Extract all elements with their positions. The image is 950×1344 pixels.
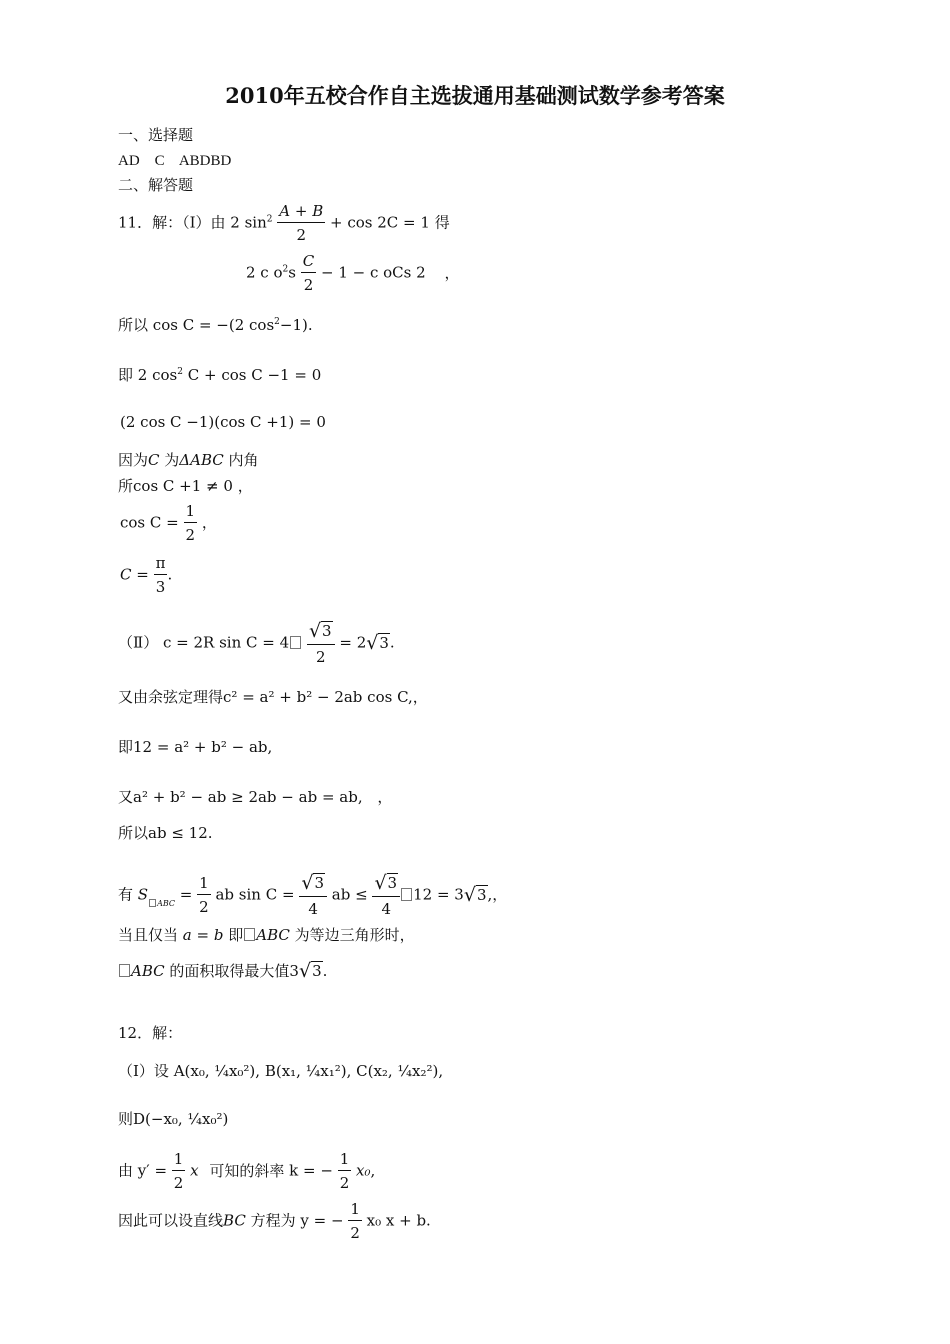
p12-p1-label: （Ⅰ）设 xyxy=(118,1062,169,1080)
p11-ab xyxy=(118,824,213,842)
p11-part2-den: 2 xyxy=(315,648,326,666)
p12-p2-eq: D(−x₀, ¼x₀²) xyxy=(133,1110,229,1128)
p11-line3-eq-end: −1). xyxy=(279,316,313,334)
p11-line9-c: . xyxy=(167,565,173,584)
p12-p4-den: 2 xyxy=(350,1224,360,1242)
p11-eq1-sin: 2 sin xyxy=(230,213,267,232)
p11-line2-frac xyxy=(301,254,316,293)
p11-line9-a: C = xyxy=(120,565,149,584)
p12-p3-num2: 1 xyxy=(338,1152,352,1171)
p11-line3-eq: cos C = −(2 cos xyxy=(152,316,275,334)
p11-part2 xyxy=(118,622,395,665)
p11-ineq-text: 又 xyxy=(118,788,134,806)
sqrt-icon: √3 xyxy=(298,960,322,982)
p11-line6-d: ΔABC xyxy=(179,451,224,469)
p11-ineq-comma: ， xyxy=(377,788,393,806)
p12-line-3 xyxy=(118,1152,375,1191)
p12-p2-text: 则 xyxy=(118,1110,134,1128)
p11-area-s3-2: 3 xyxy=(387,874,398,892)
p11-line2-frac-den: 2 xyxy=(303,276,314,294)
sqrt-icon: √3 xyxy=(308,620,332,642)
p11-eq1-frac-num: A + B xyxy=(279,202,324,220)
p11-line9-num: π xyxy=(154,556,168,575)
p12-p3-b: 可知的斜率 xyxy=(209,1161,285,1180)
page-title: 2010年五校合作自主选拔通用基础测试数学参考答案 xyxy=(225,83,725,108)
p11-area-half xyxy=(197,876,211,915)
p11-area-end: ,， xyxy=(487,885,508,904)
sqrt-icon: √3 xyxy=(463,883,487,906)
p11-eqcond-d: ABC xyxy=(256,926,290,944)
p12-p4-tail: x₀ x + b. xyxy=(366,1211,431,1230)
p11-line-3: 所以 cos C = −(2 $\cos^2-1$). xyxy=(118,316,313,334)
p11-l12-text: 即 xyxy=(118,738,134,756)
p11-area-eq1: = xyxy=(179,885,193,904)
p11-max-s3: 3 xyxy=(312,962,322,980)
p12-p4-b: BC xyxy=(223,1211,246,1230)
p11-line2-right: − 1 − c oCs 2 xyxy=(321,263,426,282)
p12-line-1 xyxy=(118,1062,443,1080)
p11-line4-eq-b: C + cos C −1 = 0 xyxy=(187,366,322,384)
p11-part2-sqrt: 3 xyxy=(322,622,332,640)
p11-area-den4-2: 4 xyxy=(381,900,392,918)
p11-area-eq4: 12 = 3 xyxy=(413,885,464,904)
p11-part2-b: = 2 xyxy=(339,633,367,652)
sqrt-icon: √3 xyxy=(301,872,324,894)
p11-line7-a: 所 xyxy=(118,477,134,495)
p11-eqcond-e: 为等边三角形时， xyxy=(294,926,415,944)
triangle-placeholder-icon xyxy=(244,928,255,941)
p12-p4-frac xyxy=(348,1202,362,1241)
choice-answers xyxy=(118,152,231,170)
p11-eqcond-b: a = b xyxy=(182,926,224,944)
p12-p3-eq1: y′ = xyxy=(137,1161,168,1180)
p11-line-12 xyxy=(118,738,272,756)
p11-part2-end: . xyxy=(389,633,395,652)
p11-area-half-num: 1 xyxy=(197,876,211,895)
p11-area-s3: 3 xyxy=(314,874,324,892)
p11-eq1-frac-den: 2 xyxy=(296,226,307,244)
p11-area-den4: 4 xyxy=(308,900,318,918)
p12-p3-x0: x₀ xyxy=(356,1161,371,1180)
p11-line7-b: cos C +1 ≠ 0 xyxy=(133,477,233,495)
p11-area xyxy=(118,874,507,917)
p11-line-6 xyxy=(118,451,259,469)
p11-part2-frac xyxy=(307,622,335,665)
section-choice-heading: 一、选择题 xyxy=(118,126,194,144)
p11-line4-text: 即 xyxy=(118,366,134,384)
p11-part2-label: （Ⅱ） xyxy=(118,633,159,652)
p11-line-4: 即 2 $\cos^2 C + \cos C -1 = 0$ xyxy=(118,366,322,384)
p11-label: 11．解：（Ⅰ）由 xyxy=(118,213,226,232)
p12-p3-frac xyxy=(172,1152,186,1191)
p11-area-s: S xyxy=(137,885,149,904)
dot-placeholder-icon xyxy=(401,888,412,901)
p12-p4-a: 因此可以设直线 xyxy=(118,1211,224,1230)
p11-part2-sqrt-2: 3 xyxy=(379,633,389,652)
p11-line9-frac xyxy=(154,556,168,595)
p11-area-sub-text: ABC xyxy=(157,898,176,908)
p11-ab-eq: ab ≤ 12. xyxy=(148,824,213,842)
p11-eq1-tail: + cos 2C = 1 xyxy=(330,213,430,232)
p11-max-c: 的面积取得最大值 xyxy=(169,962,290,980)
p11-line8-a: cos C = xyxy=(120,513,179,532)
p12-p3-eq2: k = − xyxy=(289,1161,333,1180)
p12-line-4 xyxy=(118,1202,431,1241)
p12-p4-num: 1 xyxy=(348,1202,362,1221)
p11-line2-left: 2 c o xyxy=(246,263,283,282)
p12-p3-num: 1 xyxy=(172,1152,186,1171)
choice-answer-text: AD C ABDBD xyxy=(118,153,232,169)
p11-line-1: 11．解：（Ⅰ）由 2 $\sin^2$ $\frac{A + B}{2}$ + cos 2C = 1 得 xyxy=(118,202,450,244)
p11-equal-condition xyxy=(118,926,415,944)
p11-line-2: 2 c $o^2s$ $\frac{C}{2}$ − 1 − c oCs 2 ， xyxy=(246,252,460,294)
p11-line-8 xyxy=(120,504,217,543)
triangle-placeholder-icon xyxy=(149,899,156,907)
p11-ab-text: 所以 xyxy=(118,824,149,842)
p11-area-text: 有 xyxy=(118,885,134,904)
p11-cos-law-eq: c² = a² + b² − 2ab cos C, xyxy=(223,688,413,706)
p11-area-sub xyxy=(148,899,175,908)
p11-cos-law-text: 又由余弦定理得 xyxy=(118,688,224,706)
p11-eqcond-a: 当且仅当 xyxy=(118,926,179,944)
p11-part2-a: c = 2R sin C = 4 xyxy=(162,633,290,652)
p11-line3-text: 所以 xyxy=(118,316,149,334)
p12-p3-end: , xyxy=(370,1161,376,1180)
p12-p3-a: 由 xyxy=(118,1161,134,1180)
p11-line-9 xyxy=(120,556,172,595)
p12-label: 12．解： xyxy=(118,1024,183,1042)
p12-p3-den: 2 xyxy=(173,1174,184,1192)
p11-eq1-de: 得 xyxy=(434,213,450,232)
p12-p4-eq: y = − xyxy=(300,1211,344,1230)
p11-line2-comma: ， xyxy=(444,263,460,282)
p11-line6-c: 为 xyxy=(164,451,180,469)
p11-eq1-frac xyxy=(277,204,325,243)
p12-line-2 xyxy=(118,1110,228,1128)
p11-area-eq2: ab sin C = xyxy=(215,885,295,904)
p11-line9-den: 3 xyxy=(155,578,166,596)
p11-line6-a: 因为 xyxy=(118,451,149,469)
p11-cos-law xyxy=(118,688,428,706)
p11-line-5: (2 cos C −1)(cos C +1) = 0 xyxy=(120,413,326,431)
p11-area-frac1 xyxy=(299,874,327,917)
p11-ineq xyxy=(118,788,392,806)
p12-p3-x: x xyxy=(190,1161,199,1180)
p11-area-s3-3: 3 xyxy=(476,885,487,904)
p12-p3-frac2 xyxy=(338,1152,352,1191)
section-solution-heading: 二、解答题 xyxy=(118,176,194,194)
p11-cos-law-comma: ， xyxy=(412,688,428,706)
p11-l12-eq: 12 = a² + b² − ab, xyxy=(133,738,273,756)
p11-line2-s: s xyxy=(288,263,296,282)
sqrt-icon: √3 xyxy=(374,872,398,894)
p11-line4-eq-a: 2 cos xyxy=(137,366,178,384)
p12-p4-c: 方程为 xyxy=(250,1211,296,1230)
triangle-placeholder-icon xyxy=(119,964,130,977)
p11-line6-e: 内角 xyxy=(228,451,259,469)
p11-line8-den: 2 xyxy=(185,526,196,544)
p11-max-e: . xyxy=(322,962,328,980)
p11-max-d: 3 xyxy=(289,962,299,980)
p11-line8-frac xyxy=(184,504,198,543)
p11-eqcond-c: 即 xyxy=(228,926,244,944)
p11-area-eq3: ab ≤ xyxy=(331,885,368,904)
p11-line6-b: C xyxy=(148,451,160,469)
dot-placeholder-icon xyxy=(290,636,301,649)
p12-p3-den2: 2 xyxy=(339,1174,350,1192)
p11-line8-num: 1 xyxy=(184,504,198,523)
p11-ineq-eq: a² + b² − ab ≥ 2ab − ab = ab, xyxy=(133,788,363,806)
sqrt-icon: √3 xyxy=(366,631,389,654)
p11-max-area xyxy=(118,962,327,980)
p11-area-half-den: 2 xyxy=(199,898,209,916)
p11-line2-frac-num: C xyxy=(302,252,315,270)
p11-area-frac2 xyxy=(372,874,400,917)
p11-line8-c: ， xyxy=(201,513,217,532)
p11-max-b: ABC xyxy=(131,962,165,980)
p12-p1-eq: A(x₀, ¼x₀²), B(x₁, ¼x₁²), C(x₂, ¼x₂²), xyxy=(173,1062,444,1080)
p11-line-7 xyxy=(118,477,253,495)
p11-line7-c: ， xyxy=(237,477,253,495)
